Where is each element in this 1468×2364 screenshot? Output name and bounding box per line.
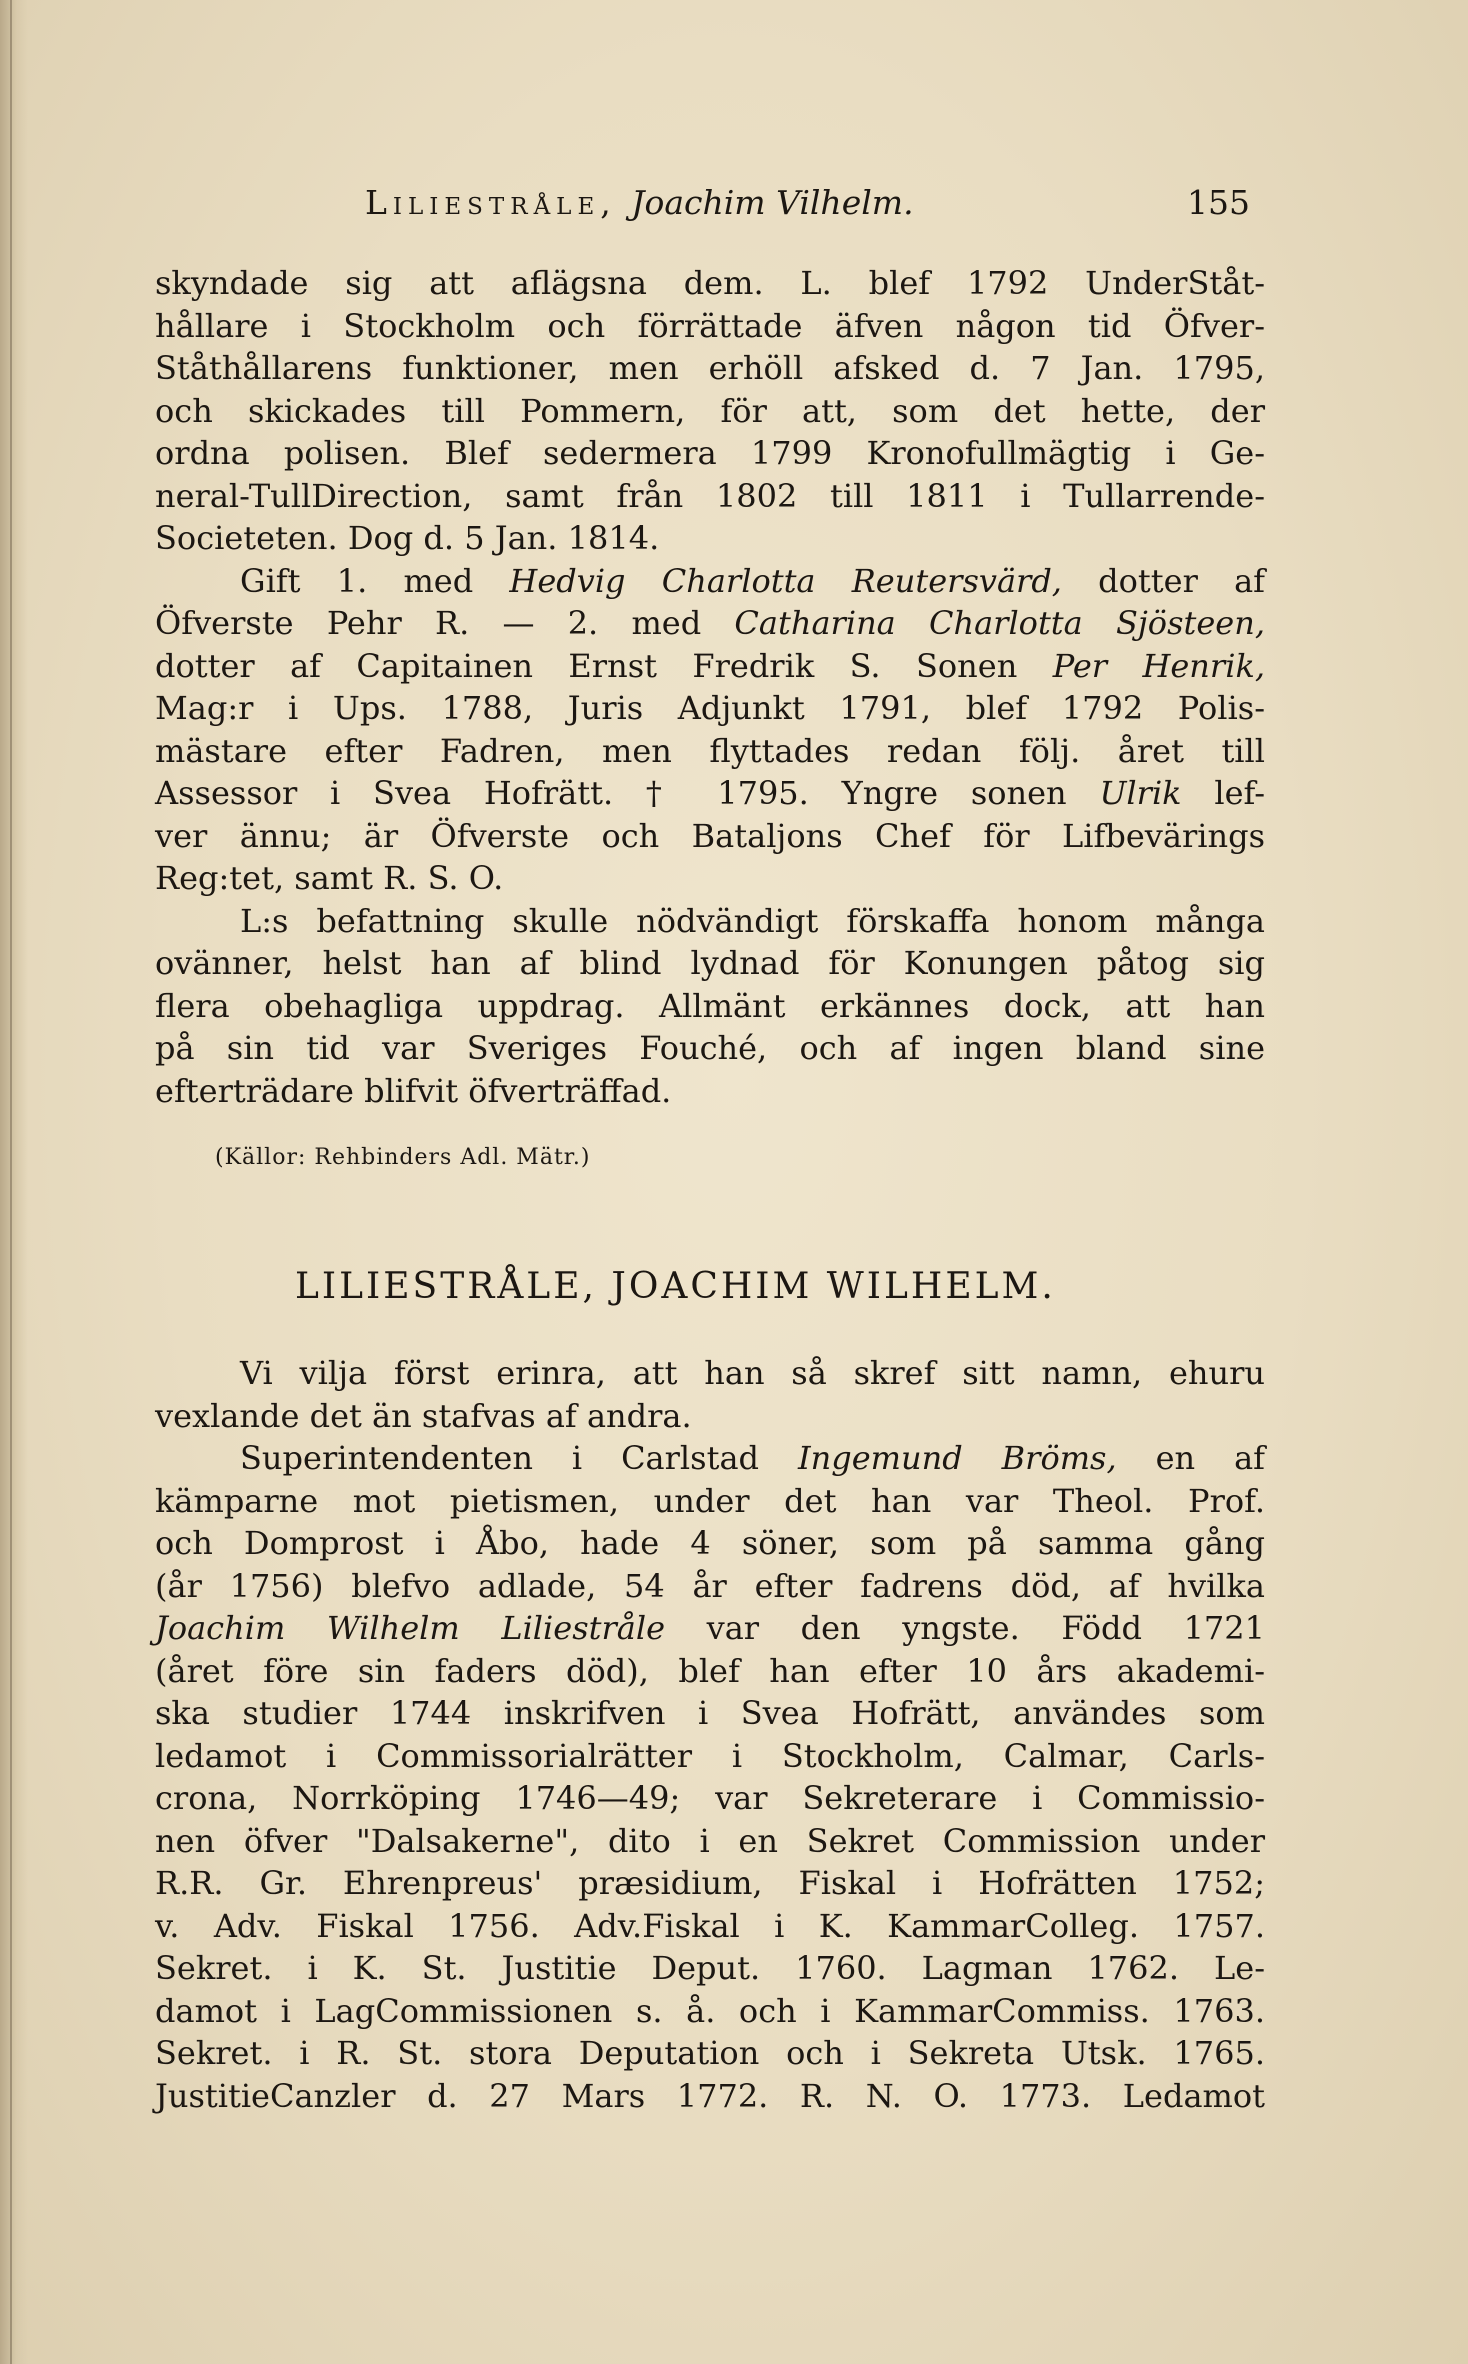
text-line: ordna polisen. Blef sedermera 1799 Kronofullmägtig i Ge- <box>155 434 1265 472</box>
binding-shadow <box>0 0 28 2364</box>
text-line: nen öfver "Dalsakerne", dito i en Sekret Commission under <box>155 1821 1265 1860</box>
sources-note: (Källor: Rehbinders Adl. Mätr.) <box>215 1145 591 1170</box>
text-line: vexlande det än stafvas af andra. <box>155 1396 692 1435</box>
page-header <box>365 183 1250 223</box>
text-line: kämparne mot pietismen, under det han var Theol. Prof. <box>155 1481 1265 1520</box>
text-line: efterträdare blifvit öfverträffad. <box>155 1071 672 1110</box>
page-number: 155 <box>1187 183 1250 222</box>
binding-edge <box>10 0 12 2364</box>
person-name: Ulrik <box>1099 774 1182 812</box>
person-name: Catharina Charlotta Sjösteen, <box>734 604 1265 642</box>
text-line <box>155 645 1265 688</box>
text-line: neral-TullDirection, samt från 1802 till 1811 i Tullarrende- <box>155 476 1265 515</box>
text-span: Öfverste Pehr R. — 2. med <box>155 604 702 642</box>
text-line: Reg:tet, samt R. S. O. <box>155 859 504 897</box>
text-line: (året före sin faders död), blef han efter 10 års akademi- <box>155 1651 1265 1690</box>
text-line: på sin tid var Sveriges Fouché, och af ingen bland sine <box>155 1029 1265 1067</box>
text-span: dotter af <box>1098 561 1265 600</box>
entry-title: LILIESTRÅLE, JOACHIM WILHELM. <box>295 1266 1056 1307</box>
text-line: damot i LagCommissionen s. å. och i KammarCommiss. 1763. <box>155 1991 1265 2030</box>
text-line: skyndade sig att aflägsna dem. L. blef 1792 UnderStåt- <box>155 264 1265 302</box>
text-line <box>155 602 1265 645</box>
text-line: Sekret. i K. St. Justitie Deput. 1760. Lagman 1762. Le- <box>155 1949 1265 1987</box>
text-line: ovänner, helst han af blind lydnad för Konungen påtog sig <box>155 944 1265 982</box>
person-name: Joachim Wilhelm Liliestråle <box>155 1609 666 1647</box>
text-line: JustitieCanzler d. 27 Mars 1772. R. N. O. 1773. Ledamot <box>155 2076 1265 2115</box>
text-line: (år 1756) blefvo adlade, 54 år efter fadrens död, af hvilka <box>155 1566 1265 1605</box>
text-line: ska studier 1744 inskrifven i Svea Hofrätt, användes som <box>155 1694 1265 1732</box>
new-biography <box>155 1352 1265 2117</box>
text-line: ledamot i Commissorialrätter i Stockholm, Calmar, Carls- <box>155 1736 1265 1775</box>
text-line <box>155 772 1265 815</box>
text-line: och Domprost i Åbo, hade 4 söner, som på samma gång <box>155 1524 1265 1562</box>
text-line: crona, Norrköping 1746—49; var Sekreterare i Commissio- <box>155 1779 1265 1817</box>
text-line: R.R. Gr. Ehrenpreus' præsidium, Fiskal i Hofrätten 1752; <box>155 1864 1265 1902</box>
text-span: en af <box>1155 1439 1266 1477</box>
text-line: L:s befattning skulle nödvändigt förskaffa honom många <box>240 901 1265 940</box>
text-span: Assessor i Svea Hofrätt. † 1795. Yngre sonen <box>155 774 1067 812</box>
text-line <box>155 560 1265 603</box>
text-line: Ståthållarens funktioner, men erhöll afsked d. 7 Jan. 1795, <box>155 349 1265 387</box>
text-line: flera obehagliga uppdrag. Allmänt erkännes dock, att han <box>155 986 1265 1025</box>
running-head-forenames: Joachim Vilhelm. <box>631 183 914 222</box>
continued-biography <box>155 262 1265 1112</box>
text-line <box>155 1607 1265 1650</box>
text-line: Sekret. i R. St. stora Deputation och i Sekreta Utsk. 1765. <box>155 2034 1265 2072</box>
text-line: hållare i Stockholm och förrättade äfven någon tid Öfver- <box>155 306 1265 345</box>
text-line <box>155 1437 1265 1480</box>
text-line: mästare efter Fadren, men flyttades redan följ. året till <box>155 731 1265 770</box>
text-line: Vi vilja först erinra, att han så skref sitt namn, ehuru <box>240 1354 1265 1392</box>
text-span: lef- <box>1214 774 1266 812</box>
text-line: v. Adv. Fiskal 1756. Adv.Fiskal i K. KammarColleg. 1757. <box>155 1906 1265 1945</box>
person-name: Hedvig Charlotta Reutersvärd, <box>509 561 1062 600</box>
text-line: Mag:r i Ups. 1788, Juris Adjunkt 1791, blef 1792 Polis- <box>155 689 1265 727</box>
running-head-surname: Liliestråle, <box>365 183 617 222</box>
text-line: ver ännu; är Öfverste och Bataljons Chef för Lifbevärings <box>155 816 1265 855</box>
person-name: Per Henrik, <box>1052 646 1266 685</box>
text-line: och skickades till Pommern, för att, som det hette, der <box>155 391 1265 430</box>
text-span: Gift 1. med <box>240 561 474 600</box>
text-span: dotter af Capitainen Ernst Fredrik S. Sonen <box>155 646 1018 685</box>
text-span: var den yngste. Född 1721 <box>706 1609 1266 1647</box>
person-name: Ingemund Bröms, <box>797 1439 1117 1477</box>
text-span: Superintendenten i Carlstad <box>240 1439 760 1477</box>
text-line: Societeten. Dog d. 5 Jan. 1814. <box>155 519 660 557</box>
running-head <box>365 183 914 222</box>
